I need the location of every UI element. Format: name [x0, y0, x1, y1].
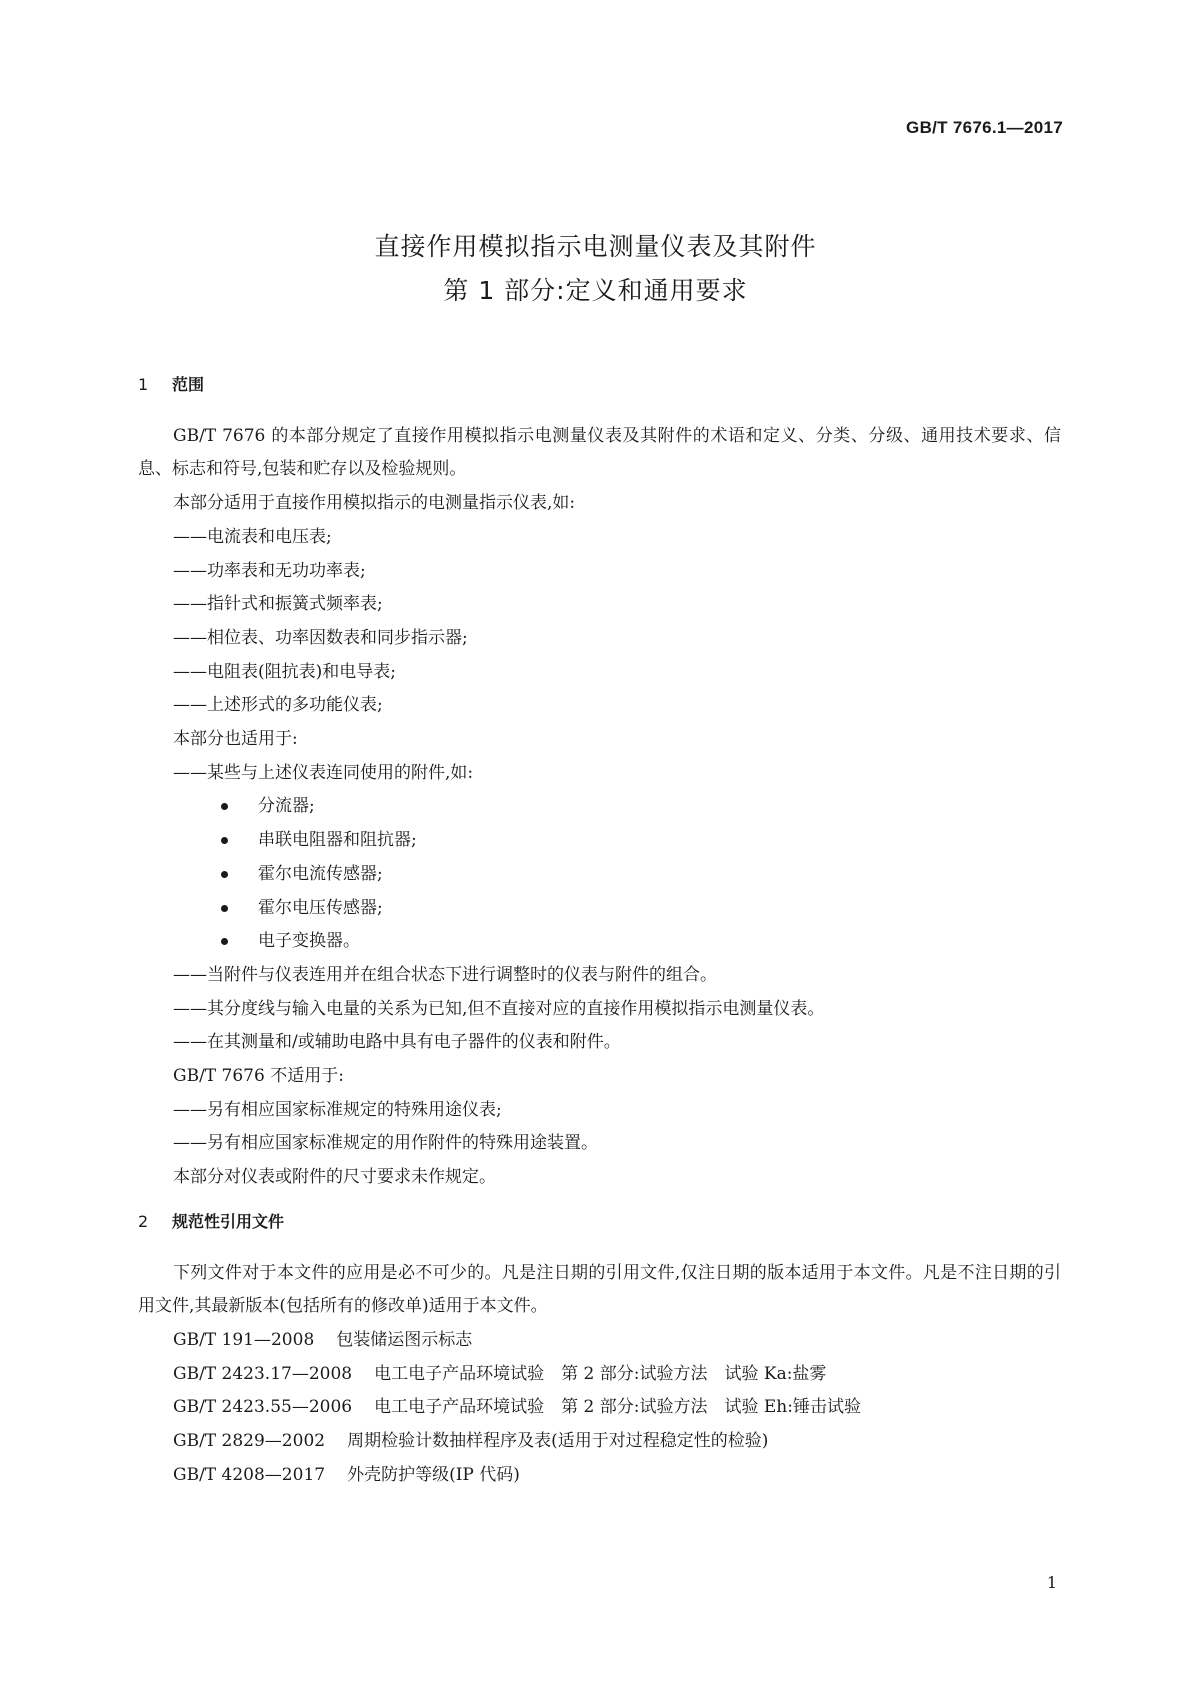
applies-to: 本部分适用于直接作用模拟指示的电测量指示仪表,如: — [173, 493, 576, 514]
reference-code: GB/T 191—2008 — [173, 1329, 315, 1350]
instrument-item: ——电流表和电压表; — [173, 526, 332, 547]
reference-code: GB/T 2423.55—2006 — [173, 1397, 353, 1418]
scope-item: ——当附件与仪表连用并在组合状态下进行调整时的仪表与附件的组合。 — [173, 964, 717, 985]
reference-title: 周期检验计数抽样程序及表(适用于对过程稳定性的检验) — [347, 1431, 769, 1452]
reference-item — [138, 1459, 1061, 1493]
page-number: 1 — [1046, 1573, 1057, 1592]
accessory-item: 分流器; — [138, 790, 1061, 824]
instrument-item: ——相位表、功率因数表和同步指示器; — [173, 627, 468, 648]
title-line-1: 直接作用模拟指示电测量仪表及其附件 — [374, 232, 817, 261]
section-1-title: 范围 — [172, 375, 205, 394]
reference-code: GB/T 4208—2017 — [173, 1464, 326, 1485]
title-line-2: 第 1 部分:定义和通用要求 — [443, 276, 748, 305]
reference-item — [138, 1391, 1061, 1425]
accessories-intro: ——某些与上述仪表连同使用的附件,如: — [173, 762, 474, 783]
instrument-item: ——功率表和无功功率表; — [173, 560, 366, 581]
document-title — [0, 225, 1191, 313]
reference-item — [138, 1425, 1061, 1459]
dimensions-note: 本部分对仪表或附件的尺寸要求未作规定。 — [173, 1167, 496, 1188]
bullet-dot-icon — [221, 871, 228, 878]
accessory-item: 串联电阻器和阻抗器; — [138, 824, 1061, 858]
bullet-dot-icon — [221, 803, 228, 810]
standard-number: GB/T 7676.1—2017 — [906, 118, 1063, 137]
reference-code: GB/T 2423.17—2008 — [173, 1363, 353, 1384]
instrument-item: ——上述形式的多功能仪表; — [173, 695, 383, 716]
section-1-heading — [138, 368, 1061, 402]
section-1-number: 1 — [138, 375, 149, 394]
also-applies: 本部分也适用于: — [173, 729, 298, 750]
bullet-dot-icon — [221, 837, 228, 844]
reference-title: 电工电子产品环境试验 第 2 部分:试验方法 试验 Eh:锤击试验 — [374, 1397, 861, 1418]
reference-item — [138, 1324, 1061, 1358]
scope-item: ——在其测量和/或辅助电路中具有电子器件的仪表和附件。 — [173, 1032, 621, 1053]
accessory-item: 电子变换器。 — [138, 925, 1061, 959]
excluded-item: ——另有相应国家标准规定的用作附件的特殊用途装置。 — [173, 1133, 598, 1154]
reference-title: 外壳防护等级(IP 代码) — [347, 1464, 520, 1485]
instrument-item: ——电阻表(阻抗表)和电导表; — [173, 661, 396, 682]
bullet-dot-icon — [221, 905, 228, 912]
bullet-dot-icon — [221, 938, 228, 945]
excluded-item: ——另有相应国家标准规定的特殊用途仪表; — [173, 1099, 502, 1120]
not-applies: GB/T 7676 不适用于: — [173, 1066, 344, 1087]
reference-code: GB/T 2829—2002 — [173, 1431, 326, 1452]
accessory-item: 霍尔电流传感器; — [138, 858, 1061, 892]
scope-intro: GB/T 7676 的本部分规定了直接作用模拟指示电测量仪表及其附件的术语和定义、分类、分级、通用技术要求、信息、标志和符号,包装和贮存以及检验规则。 — [138, 425, 1061, 480]
references-intro: 下列文件对于本文件的应用是必不可少的。凡是注日期的引用文件,仅注日期的版本适用于本文件。凡是不注日期的引用文件,其最新版本(包括所有的修改单)适用于本文件。 — [138, 1262, 1061, 1317]
section-2-heading — [138, 1205, 1061, 1239]
reference-title: 电工电子产品环境试验 第 2 部分:试验方法 试验 Ka:盐雾 — [374, 1363, 827, 1384]
section-2-title: 规范性引用文件 — [172, 1211, 285, 1231]
reference-item — [138, 1358, 1061, 1392]
instrument-item: ——指针式和振簧式频率表; — [173, 594, 383, 615]
document-body — [138, 368, 1061, 1493]
accessory-item: 霍尔电压传感器; — [138, 892, 1061, 926]
reference-title: 包装储运图示标志 — [336, 1329, 473, 1350]
scope-item: ——其分度线与输入电量的关系为已知,但不直接对应的直接作用模拟指示电测量仪表。 — [173, 998, 825, 1019]
section-2-number: 2 — [138, 1211, 149, 1231]
